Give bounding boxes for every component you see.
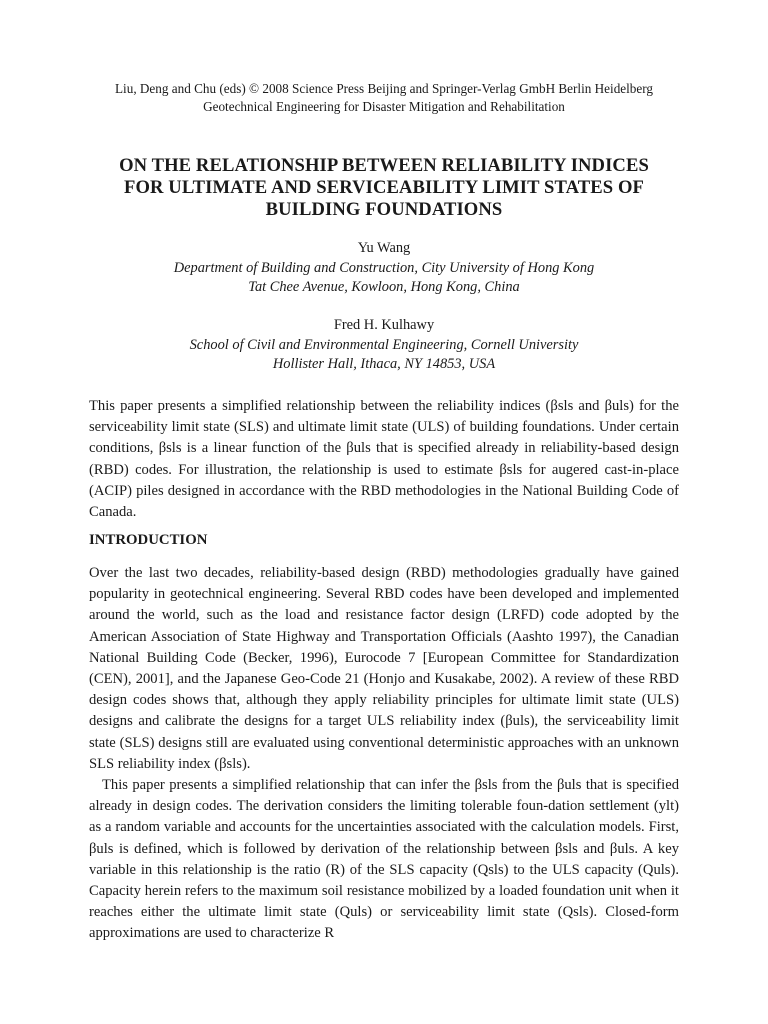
title-line-3: BUILDING FOUNDATIONS	[265, 199, 503, 220]
header-line-1: Liu, Deng and Chu (eds) © 2008 Science Press Beijing and Springer-Verlag GmbH Berlin Heidelberg	[115, 81, 653, 96]
title-line-1: ON THE RELATIONSHIP BETWEEN RELIABILITY INDICES	[119, 155, 649, 176]
intro-paragraph-2: This paper presents a simplified relationship that can infer the βsls from the βuls that is specified already in design codes. The derivation considers the limiting tolerable foun-dation settlement (ylt) as a random variable and accounts for the uncertainties associated with the calculation models. First, βuls is defined, which is followed by derivation of the relationship between βsls and βuls. A key variable in this relationship is the ratio (R) of the SLS capacity (Qsls) to the ULS capacity (Quls). Capacity herein refers to the maximum soil resistance mobilized by a loaded foundation unit when it reaches either the ultimate limit state (Quls) or serviceability limit state (Qsls). Closed-form approximations are used to characterize R	[89, 777, 679, 942]
title-line-2: FOR ULTIMATE AND SERVICEABILITY LIMIT STATES OF	[124, 177, 644, 198]
intro-paragraph-1: Over the last two decades, reliability-based design (RBD) methodologies gradually have gained popularity in geotechnical engineering. Several RBD codes have been developed and implemented around the world, such as the load and resistance factor design (LRFD) code adopted by the American Association of State Highway and Transportation Officials (Aashto 1997), the Canadian National Building Code (Becker, 1996), Eurocode 7 [European Committee for Standardization (CEN), 2001], and the Japanese Geo-Code 21 (Honjo and Kusakabe, 2002). A review of these RBD design codes shows that, although they apply reliability principles for ultimate limit state (ULS) designs and calibrate the designs for a target ULS reliability index (βuls), the serviceability limit state (SLS) designs still are evaluated using conventional deterministic approaches with an unknown SLS reliability index (βsls).	[89, 565, 679, 772]
abstract-paragraph: This paper presents a simplified relationship between the reliability indices (βsls and βuls) for the serviceability limit state (SLS) and ultimate limit state (ULS) of building foundations. Under certain conditions, βsls is a linear function of the βuls that is specified already in reliability-based design (RBD) codes. For illustration, the relationship is used to estimate βsls for augered cast-in-place (ACIP) piles designed in accordance with the RBD methodologies in the National Building Code of Canada.	[89, 398, 679, 521]
author-name: Fred H. Kulhawy	[333, 317, 435, 333]
header-line-2: Geotechnical Engineering for Disaster Mitigation and Rehabilitation	[203, 99, 565, 114]
abstract	[89, 396, 679, 523]
author-affiliation: Department of Building and Construction, City University of Hong Kong	[173, 259, 595, 276]
introduction-body	[89, 563, 679, 945]
section-heading-introduction: INTRODUCTION	[89, 532, 208, 548]
author-name: Yu Wang	[357, 240, 411, 256]
paper-title	[60, 155, 708, 221]
proceedings-header	[60, 80, 708, 116]
author-block-1	[60, 239, 708, 298]
author-affiliation: School of Civil and Environmental Engineering, Cornell University	[189, 336, 579, 353]
author-block-2	[60, 316, 708, 375]
author-address: Hollister Hall, Ithaca, NY 14853, USA	[272, 356, 496, 372]
author-address: Tat Chee Avenue, Kowloon, Hong Kong, China	[248, 279, 520, 295]
